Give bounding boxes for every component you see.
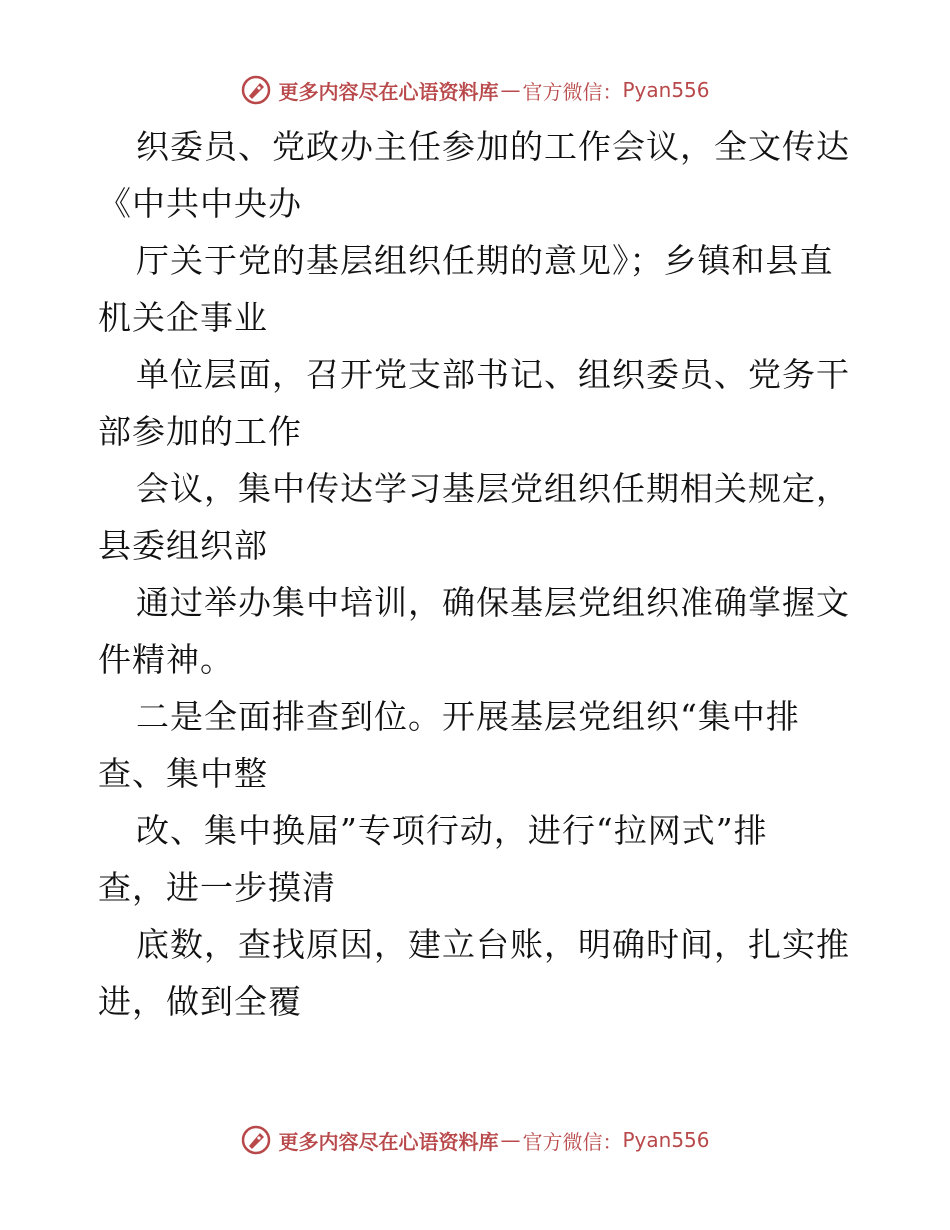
pen-nib-logo-icon	[240, 74, 272, 106]
body-line-5: 单位层面，召开党支部书记、组织委员、党务干	[136, 355, 850, 394]
body-line-2: 《中共中央办	[98, 184, 302, 223]
banner-dash: —	[500, 1128, 521, 1152]
body-line-13: 改、集中换届”专项行动，进行“拉网式”排	[136, 811, 768, 850]
banner-wechat-id: Pyan556	[622, 78, 710, 102]
footer-banner	[0, 1120, 950, 1160]
body-line-10: 件精神。	[98, 640, 234, 679]
body-line-1: 织委员、党政办主任参加的工作会议，全文传达	[136, 127, 850, 166]
body-line-16: 进，做到全覆	[98, 982, 302, 1021]
body-line-7: 会议，集中传达学习基层党组织任期相关规定，	[136, 469, 850, 508]
body-line-11: 二是全面排查到位。开展基层党组织“集中排	[136, 697, 800, 736]
document-body	[98, 118, 858, 1030]
banner-wechat-id: Pyan556	[622, 1128, 710, 1152]
banner-wechat-label: 官方微信：	[522, 79, 623, 104]
body-line-9: 通过举办集中培训，确保基层党组织准确掌握文	[136, 583, 850, 622]
banner-wechat-label: 官方微信：	[522, 1129, 623, 1154]
body-line-4: 机关企事业	[98, 298, 268, 337]
body-line-15: 底数，查找原因，建立台账，明确时间，扎实推	[136, 925, 850, 964]
pen-nib-logo-icon	[240, 1124, 272, 1156]
body-line-14: 查，进一步摸清	[98, 868, 336, 907]
body-line-8: 县委组织部	[98, 526, 268, 565]
body-line-12: 查、集中整	[98, 754, 268, 793]
banner-dash: —	[500, 78, 521, 102]
body-line-3: 厅关于党的基层组织任期的意见》；乡镇和县直	[136, 241, 834, 280]
banner-main-text: 更多内容尽在心语资料库	[278, 79, 499, 104]
banner-main-text: 更多内容尽在心语资料库	[278, 1129, 499, 1154]
body-line-6: 部参加的工作	[98, 412, 302, 451]
header-banner	[0, 70, 950, 110]
